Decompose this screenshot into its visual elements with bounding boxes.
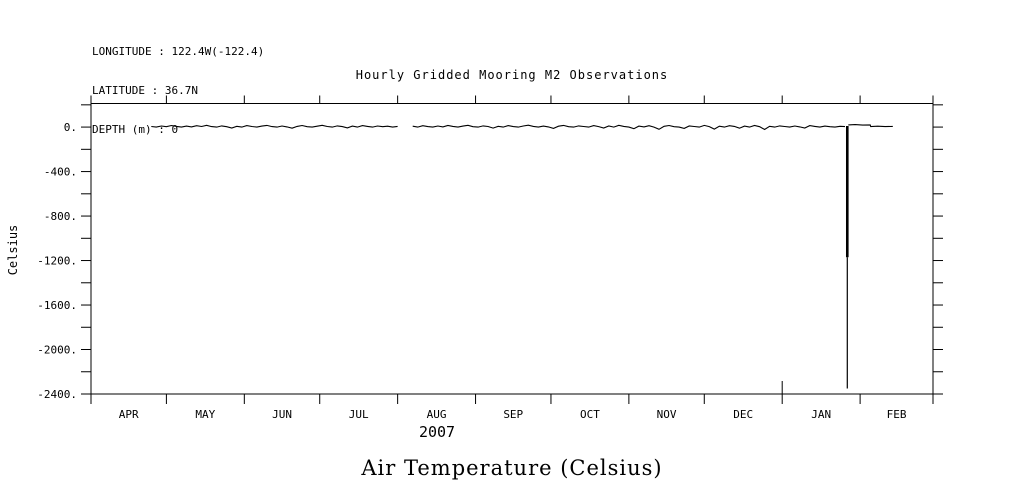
depth-label: DEPTH (m) : 0 — [92, 123, 179, 136]
temperature-trace — [848, 125, 893, 127]
y-tick-label: -800. — [43, 210, 77, 224]
x-month-label: MAY — [195, 408, 216, 421]
x-month-label: JAN — [811, 408, 832, 421]
x-month-label: JUN — [272, 408, 292, 421]
y-tick-label: -2400. — [37, 388, 77, 401]
temperature-trace — [413, 125, 845, 129]
y-axis-title: Celsius — [6, 224, 20, 276]
x-month-label: FEB — [886, 408, 907, 421]
bottom-title: Air Temperature (Celsius) — [361, 456, 663, 480]
latitude-label: LATITUDE : 36.7N — [92, 84, 198, 97]
temperature-trace — [151, 125, 397, 128]
x-month-label: OCT — [579, 408, 600, 421]
x-month-label: AUG — [426, 408, 447, 421]
y-tick-label: -1200. — [37, 254, 77, 268]
x-month-label: DEC — [733, 408, 754, 421]
x-month-label: JUL — [348, 408, 369, 421]
y-tick-label: -1600. — [37, 299, 77, 313]
year-label: 2007 — [418, 423, 456, 441]
plot-frame — [91, 104, 933, 395]
x-month-label: NOV — [656, 408, 677, 421]
x-month-label: APR — [118, 408, 139, 421]
x-month-label: SEP — [503, 408, 524, 421]
y-tick-label: -400. — [43, 165, 77, 179]
y-tick-label: 0. — [63, 121, 77, 135]
y-tick-label: -2000. — [37, 343, 77, 357]
chart-title: Hourly Gridded Mooring M2 Observations — [355, 68, 669, 82]
longitude-label: LONGITUDE : 122.4W(-122.4) — [92, 45, 265, 58]
